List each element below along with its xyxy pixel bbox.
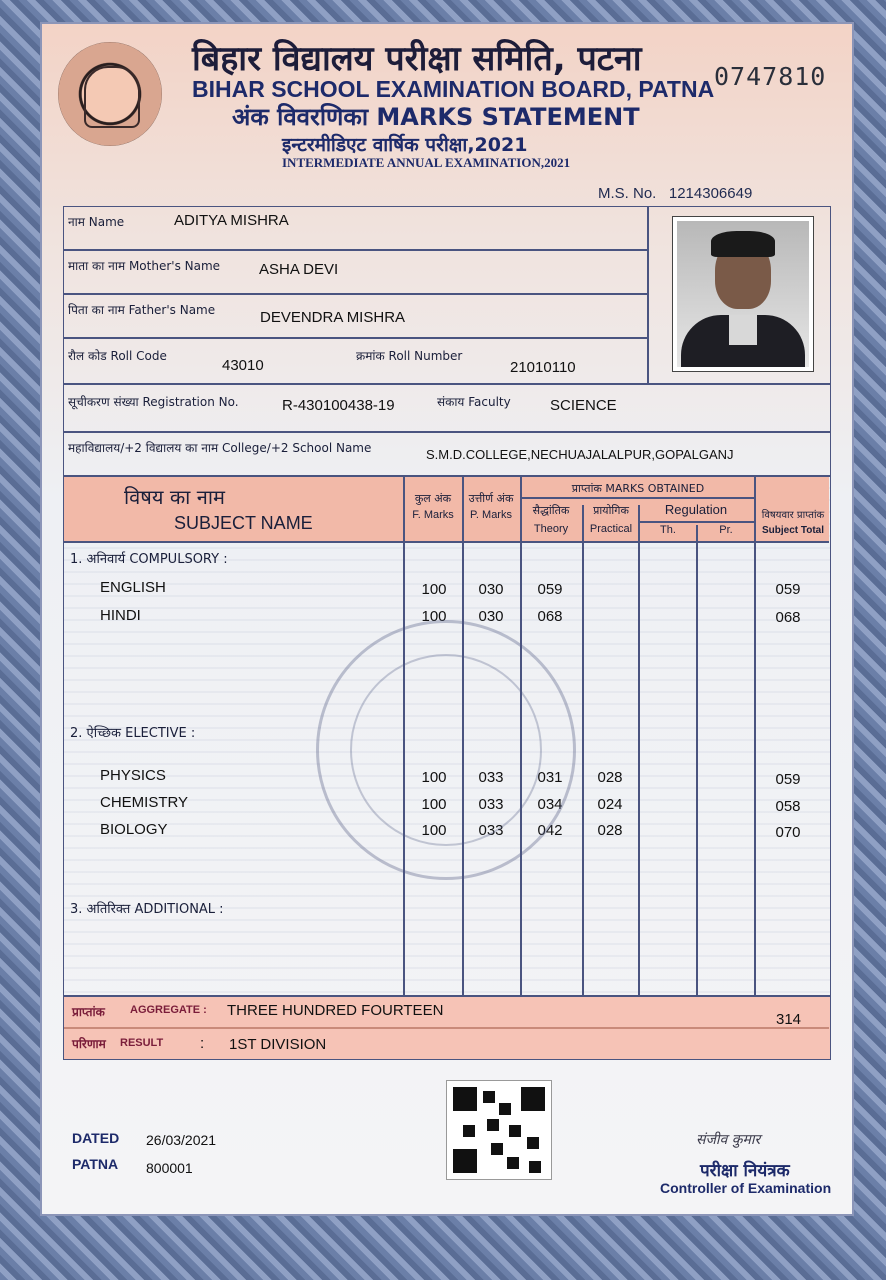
patna-label: PATNA [72, 1156, 119, 1172]
pass-marks-value: 030 [478, 581, 504, 598]
subject-total-value: 068 [775, 609, 801, 626]
dated-label: DATED [72, 1130, 120, 1146]
subject-total-value: 070 [775, 824, 801, 841]
full-marks-value: 100 [421, 608, 447, 625]
practical-value: 028 [597, 822, 623, 839]
result-label-hindi: परिणाम [72, 1037, 106, 1051]
name-label: नाम Name [68, 215, 125, 229]
pass-marks-value: 030 [478, 608, 504, 625]
mother-name-label: माता का नाम Mother's Name [68, 259, 221, 273]
full-marks-value: 100 [421, 796, 447, 813]
pass-marks-hindi: उत्तीर्ण अंक [468, 492, 514, 505]
practical-header: Practical [589, 523, 633, 535]
full-marks-value: 100 [421, 822, 447, 839]
theory-hindi: सैद्धांतिक [532, 504, 570, 517]
father-name: DEVENDRA MISHRA [260, 309, 406, 326]
compulsory-section: 1. अनिवार्य COMPULSORY : [70, 552, 228, 567]
subject-name: BIOLOGY [100, 821, 168, 838]
title-hindi: बिहार विद्यालय परीक्षा समिति, पटना [192, 39, 642, 79]
pass-marks-value: 033 [478, 796, 504, 813]
ms-no-label: M.S. No. [598, 185, 657, 202]
aggregate-block [63, 996, 831, 1060]
subject-total-hindi: विषयवार प्राप्तांक [761, 510, 825, 521]
practical-value: 028 [597, 769, 623, 786]
full-marks-value: 100 [421, 581, 447, 598]
full-marks-header: F. Marks [412, 509, 454, 521]
aggregate-total: 314 [776, 1011, 802, 1028]
dated-value: 26/03/2021 [146, 1132, 217, 1148]
full-marks-hindi: कुल अंक [414, 492, 452, 505]
college-name: S.M.D.COLLEGE,NECHUAJALALPUR,GOPALGANJ [426, 447, 734, 462]
controller-title: Controller of Examination [660, 1180, 832, 1196]
theory-value: 059 [537, 581, 563, 598]
theory-value: 031 [537, 769, 563, 786]
practical-value: 024 [597, 796, 623, 813]
regulation-th: Th. [660, 524, 676, 536]
subject-header-hindi: विषय का नाम [124, 485, 225, 509]
subject-total-value: 059 [775, 771, 801, 788]
statement-title: अंक विवरणिका MARKS STATEMENT [232, 103, 640, 131]
elective-section: 2. ऐच्छिक ELECTIVE : [70, 726, 196, 741]
pass-marks-value: 033 [478, 769, 504, 786]
faculty-label: संकाय Faculty [437, 395, 511, 409]
practical-hindi: प्रायोगिक [593, 504, 629, 517]
full-marks-value: 100 [421, 769, 447, 786]
roll-number-label: क्रमांक Roll Number [356, 349, 463, 363]
roll-code: 43010 [222, 357, 264, 374]
subject-name: HINDI [100, 607, 141, 624]
result-label: RESULT [120, 1037, 164, 1049]
controller-title-hindi: परीक्षा नियंत्रक [700, 1161, 790, 1181]
aggregate-words: THREE HUNDRED FOURTEEN [227, 1002, 444, 1019]
father-name-label: पिता का नाम Father's Name [68, 303, 216, 317]
logo-figure-icon [84, 66, 140, 128]
pass-marks-header: P. Marks [470, 509, 512, 521]
subject-name: PHYSICS [100, 767, 166, 784]
theory-value: 034 [537, 796, 563, 813]
patna-code: 800001 [146, 1160, 193, 1176]
theory-value: 068 [537, 608, 563, 625]
regulation-pr: Pr. [719, 524, 733, 536]
aggregate-label-hindi: प्राप्तांक [72, 1005, 105, 1019]
exam-title-hindi: इन्टरमीडिएट वार्षिक परीक्षा,2021 [282, 134, 528, 156]
registration-number: R-430100438-19 [282, 397, 395, 414]
regulation-header: Regulation [664, 502, 728, 517]
serial-number: 0747810 [714, 62, 827, 91]
theory-header: Theory [533, 523, 569, 535]
roll-number: 21010110 [510, 359, 576, 376]
controller-signature: संजीव कुमार [696, 1132, 761, 1148]
roll-code-label: रौल कोड Roll Code [68, 349, 167, 363]
result-value: 1ST DIVISION [229, 1036, 327, 1053]
board-seal-inner [350, 654, 542, 846]
subject-name: CHEMISTRY [100, 794, 189, 811]
subject-header: SUBJECT NAME [174, 513, 313, 533]
subject-total-value: 058 [775, 798, 801, 815]
aggregate-label: AGGREGATE : [130, 1004, 207, 1016]
subject-name: ENGLISH [100, 579, 166, 596]
marks-obtained-header: प्राप्तांक MARKS OBTAINED [571, 482, 705, 495]
verification-qr-code [446, 1080, 552, 1180]
result-colon: : [200, 1035, 205, 1052]
title-english: BIHAR SCHOOL EXAMINATION BOARD, PATNA [192, 76, 715, 102]
registration-label: सूचीकरण संख्या Registration No. [68, 395, 239, 409]
student-name: ADITYA MISHRA [174, 212, 289, 229]
pass-marks-value: 033 [478, 822, 504, 839]
subject-total-header: Subject Total [761, 525, 825, 536]
ms-number-row [598, 185, 752, 202]
additional-section: 3. अतिरिक्त ADDITIONAL : [70, 902, 224, 917]
college-label: महाविद्यालय/+2 विद्यालय का नाम College/+2 School Name [68, 441, 372, 455]
student-photo [672, 216, 814, 372]
exam-title-english: INTERMEDIATE ANNUAL EXAMINATION,2021 [282, 155, 571, 170]
faculty: SCIENCE [550, 397, 617, 414]
ms-no-value: 1214306649 [668, 185, 753, 202]
theory-value: 042 [537, 822, 563, 839]
subject-total-value: 059 [775, 581, 801, 598]
mother-name: ASHA DEVI [259, 261, 339, 278]
